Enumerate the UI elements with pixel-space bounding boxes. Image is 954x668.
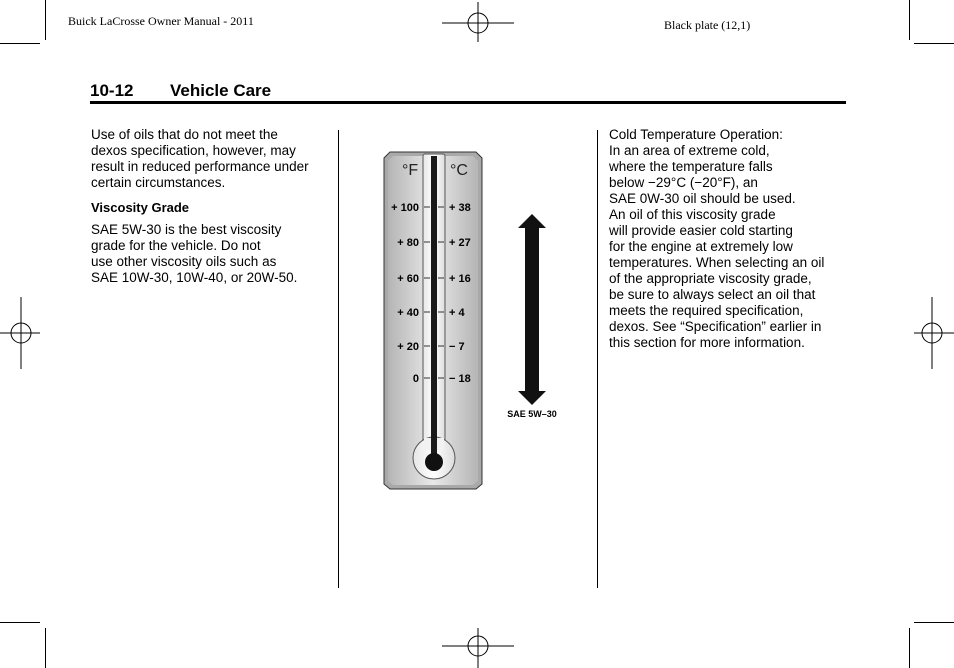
- fahrenheit-label: + 80: [397, 237, 419, 249]
- crop-mark: [914, 622, 954, 623]
- running-header-title: Buick LaCrosse Owner Manual - 2011: [68, 14, 254, 28]
- body-line: below −29°C (−20°F), an: [609, 175, 758, 190]
- celsius-label: − 7: [449, 341, 465, 353]
- intro-line: dexos specification, however, may: [91, 143, 296, 158]
- celsius-label: + 38: [449, 202, 471, 214]
- section-number: 10-12: [90, 81, 134, 100]
- body-line: this section for more information.: [609, 335, 805, 350]
- body-line: In an area of extreme cold,: [609, 143, 770, 158]
- body-line: Cold Temperature Operation:: [609, 127, 783, 142]
- fahrenheit-label: + 40: [397, 307, 419, 319]
- intro-line: Use of oils that do not meet the: [91, 127, 278, 142]
- right-column: [609, 127, 849, 351]
- column-divider: [597, 130, 598, 588]
- crop-mark: [45, 628, 46, 668]
- heading-rule: [90, 101, 846, 104]
- crop-mark: [45, 0, 46, 40]
- viscosity-temperature-figure: [380, 148, 570, 494]
- fahrenheit-unit-label: °F: [402, 162, 419, 179]
- fahrenheit-label: + 100: [391, 202, 419, 214]
- running-header-plate: Black plate (12,1): [664, 18, 751, 32]
- fahrenheit-label: + 20: [397, 341, 419, 353]
- crop-mark: [909, 0, 910, 40]
- section-title: Vehicle Care: [170, 81, 272, 100]
- body-line: SAE 0W-30 oil should be used.: [609, 191, 796, 206]
- body-line: use other viscosity oils such as: [91, 254, 277, 269]
- thermometer-bulb: [425, 453, 443, 471]
- body-line: will provide easier cold starting: [609, 223, 793, 238]
- viscosity-range-arrow-icon: [518, 214, 546, 405]
- body-line: SAE 5W-30 is the best viscosity: [91, 222, 282, 237]
- body-line: where the temperature falls: [609, 159, 773, 174]
- body-line: of the appropriate viscosity grade,: [609, 271, 812, 286]
- celsius-label: + 16: [449, 273, 471, 285]
- celsius-label: + 4: [449, 307, 465, 319]
- crop-mark: [909, 628, 910, 668]
- celsius-label: + 27: [449, 237, 471, 249]
- registration-mark-icon: [442, 2, 514, 46]
- left-column: [91, 127, 336, 286]
- viscosity-range-label: SAE 5W–30: [507, 409, 557, 419]
- registration-mark-icon: [912, 297, 954, 369]
- thermometer-mercury: [431, 156, 437, 456]
- body-line: An oil of this viscosity grade: [609, 207, 776, 222]
- fahrenheit-label: + 60: [397, 273, 419, 285]
- column-divider: [338, 130, 339, 588]
- registration-mark-icon: [442, 624, 514, 668]
- body-line: SAE 10W-30, 10W-40, or 20W-50.: [91, 270, 298, 285]
- intro-line: certain circumstances.: [91, 175, 226, 190]
- celsius-unit-label: °C: [450, 162, 468, 179]
- intro-line: result in reduced performance under: [91, 159, 309, 174]
- registration-mark-icon: [0, 297, 42, 369]
- body-line: grade for the vehicle. Do not: [91, 238, 261, 253]
- fahrenheit-label: 0: [412, 373, 419, 385]
- body-line: dexos. See “Specification” earlier in: [609, 319, 822, 334]
- body-line: meets the required specification,: [609, 303, 804, 318]
- crop-mark: [914, 43, 954, 44]
- celsius-label: − 18: [449, 373, 471, 385]
- body-line: be sure to always select an oil that: [609, 287, 816, 302]
- crop-mark: [0, 43, 40, 44]
- crop-mark: [0, 622, 40, 623]
- body-line: for the engine at extremely low: [609, 239, 793, 254]
- viscosity-grade-heading: Viscosity Grade: [91, 200, 190, 215]
- body-line: temperatures. When selecting an oil: [609, 255, 825, 270]
